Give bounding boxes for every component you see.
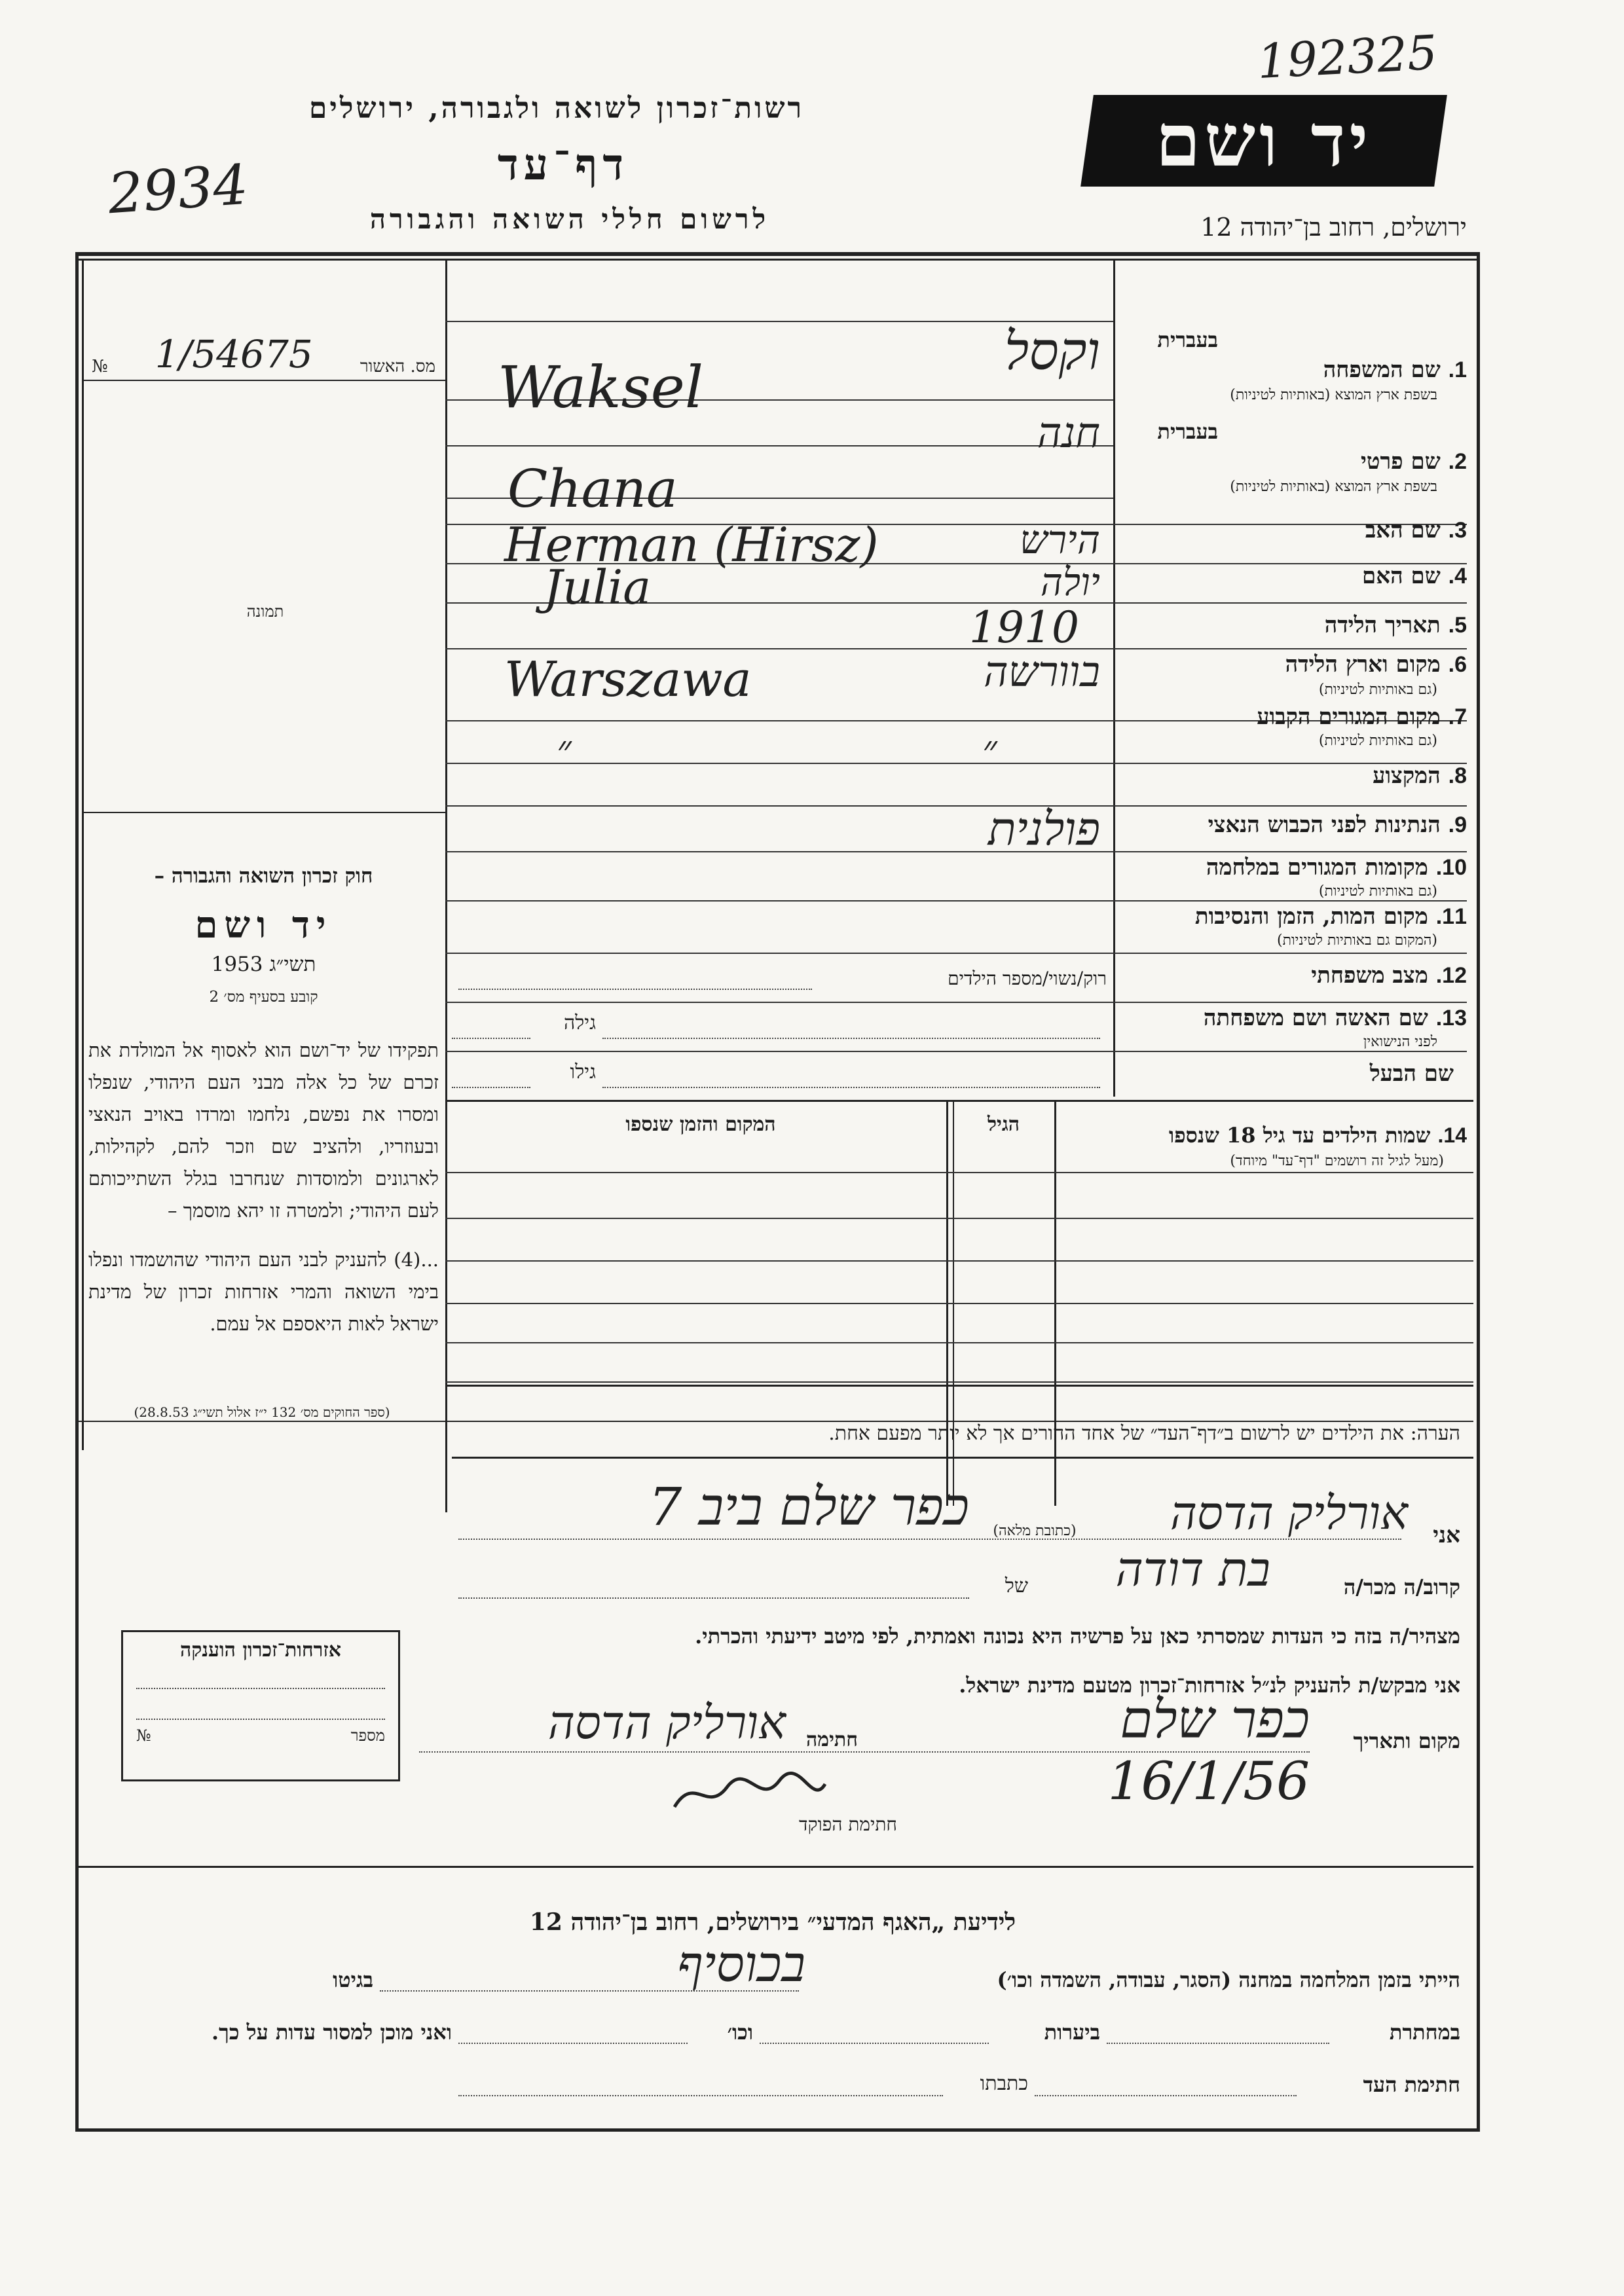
- forest-label: ביערות: [1044, 2020, 1100, 2045]
- field-6-hebrew-value: בוורשה: [984, 648, 1100, 697]
- field-1-latin-value: Waksel: [498, 354, 703, 421]
- field-13-age-label: גילה: [563, 1011, 596, 1034]
- field-3-hebrew-value: הירש: [1020, 517, 1100, 563]
- witness-sign-label: חתימת העד: [1363, 2072, 1460, 2097]
- declarant-request: אני מבקש/ת להעניק לנ״ל אזרחות־זכרון מטעם מדינת ישראל.: [959, 1673, 1460, 1698]
- field-6-latin-value: Warszawa: [504, 651, 752, 708]
- official-label: חתימת הפוקד: [799, 1813, 897, 1835]
- approval-block: [92, 331, 435, 376]
- relative-value: בת דודה: [1115, 1542, 1270, 1597]
- field-11-name: מקום המות, הזמן והנסיבות: [1194, 903, 1428, 930]
- hideout-label: במחתרת: [1389, 2020, 1460, 2045]
- archive-number: 192325: [1255, 24, 1439, 90]
- children-label: [1061, 1123, 1467, 1148]
- relative-label: קרוב/ה מכר/ה: [1343, 1575, 1460, 1599]
- children-num: 14.: [1437, 1123, 1467, 1147]
- children-title: שמות הילדים עד גיל 18 שנספו: [1169, 1123, 1431, 1148]
- field-2-num: 2.: [1448, 449, 1467, 474]
- field-2-latin-value: Chana: [507, 458, 678, 519]
- field-4-label: [1126, 563, 1467, 589]
- field-12-label: [1126, 962, 1467, 989]
- field-3-num: 3.: [1448, 518, 1467, 543]
- field-1-hebrew-value: וקסל: [1004, 321, 1100, 382]
- field-5-value: 1910: [969, 602, 1079, 653]
- authority-name: רשות־זכרון לשואה ולגבורה, ירושלים: [308, 92, 805, 125]
- field-10-sub: (גם באותיות לטיניות): [1318, 883, 1437, 900]
- field-3-label: [1126, 517, 1467, 543]
- photo-label: תמונה: [246, 602, 284, 621]
- field-1-label: [1126, 357, 1467, 383]
- place-date-label: מקום ותאריך: [1353, 1728, 1460, 1753]
- field-13-name: שם האשה ושם משפחתה: [1203, 1005, 1428, 1031]
- field-11-num: 11.: [1435, 904, 1467, 929]
- witness-address-label: כתבתו: [980, 2072, 1028, 2095]
- field-4-latin-value: Julia: [544, 560, 652, 615]
- field-10-name: מקומות המגורים במלחמה: [1206, 854, 1428, 881]
- field-2-heb-caption: בעברית: [1157, 419, 1218, 444]
- witness-heading: לידיעת „האגף המדעי״ בירושלים, רחוב בן־יהודה 12: [529, 1908, 1016, 1936]
- field-4-hebrew-value: יולה: [1040, 560, 1100, 604]
- logo-text: יד ושם: [1155, 98, 1373, 183]
- law-name: יד ושם: [194, 903, 333, 947]
- field-7-name: מקום המגורים הקבוע: [1257, 704, 1441, 730]
- ghetto-label: בגיטו: [333, 1967, 373, 1992]
- official-scribble: [668, 1768, 832, 1820]
- field-11-sub: (המקום גם באותיות לטיניות): [1277, 932, 1437, 949]
- field-9-num: 9.: [1448, 812, 1467, 837]
- official-signature-mark: [668, 1768, 832, 1820]
- approval-number: 1/54675: [155, 332, 313, 376]
- field-8-name: המקצוע: [1373, 763, 1441, 789]
- field-10-label: [1126, 854, 1467, 881]
- declarant-i-label: אני: [1433, 1522, 1460, 1548]
- header-address: ירושלים, רחוב בן־יהודה 12: [1200, 213, 1467, 242]
- field-3-name: שם האב: [1365, 517, 1441, 543]
- field-1-heb-caption: בעברית: [1157, 327, 1218, 352]
- field-5-label: [1126, 612, 1467, 638]
- field-6-num: 6.: [1448, 652, 1467, 677]
- field-13-label: [1126, 1005, 1467, 1031]
- field-1-name: שם המשפחה: [1323, 357, 1441, 383]
- field-7-num: 7.: [1448, 704, 1467, 729]
- field-13-sub: לפני הנישואין: [1363, 1034, 1437, 1050]
- law-clause-4: ...(4) להעניק לבני העם היהודי שהושמדו ונפלו בימי השואה והמרי אזרחות זכרון של מדינת ישראל לאות היאספם אל עמם.: [88, 1248, 439, 1335]
- field-6-label: [1126, 651, 1467, 678]
- field-7-label: [1126, 704, 1467, 730]
- field-11-label: [1126, 903, 1467, 930]
- note: הערה: את הילדים יש לרשום ב״דף־העד״ של אחד ההורים אך לא יותר מפעם אחת.: [828, 1422, 1460, 1445]
- form-subtitle: לרשום חללי השואה והגבורה: [369, 203, 770, 235]
- field-8-label: [1126, 763, 1467, 789]
- declarant-address: כפר שלם ביב 7: [648, 1476, 969, 1537]
- field-2-sub: בשפת ארץ המוצא (באותיות לטיניות): [1230, 479, 1437, 495]
- field-5-name: תאריך הלידה: [1324, 612, 1441, 638]
- field-1-num: 1.: [1448, 357, 1467, 382]
- children-sub: (מעל לגיל זה רושמים "דף־עד" מיוחד): [1230, 1153, 1444, 1169]
- field-8-num: 8.: [1448, 763, 1467, 788]
- form-title: דף־עד: [497, 139, 629, 190]
- declarant-name: אורליק הדסה: [1170, 1486, 1408, 1540]
- husband-age-label: גילו: [570, 1061, 596, 1084]
- law-year: תשי״ג 1953: [211, 953, 316, 976]
- file-number: 2934: [105, 152, 250, 227]
- husband-label: שם הבעל: [1369, 1061, 1454, 1087]
- children-age-header: הגיל: [987, 1113, 1020, 1136]
- citizenship-box: [121, 1630, 400, 1781]
- field-3-latin-value: Herman (Hirsz): [504, 517, 879, 572]
- field-12-hint: רוק/נשוי/מספר הילדים: [948, 968, 1107, 989]
- declarant-statement: מצהיר/ה בזה כי העדות שמסרתי כאן על פרשיה היא נכונה ואמתית, לפי מיטב ידיעתי והכרתי.: [695, 1624, 1460, 1649]
- ready-label: ואני מוכן למסור עדות על כך.: [211, 2020, 452, 2045]
- field-12-name: מצב משפחתי: [1311, 962, 1428, 989]
- field-7-sub: (גם באותיות לטיניות): [1318, 733, 1437, 749]
- yad-vashem-logo: [1080, 95, 1447, 187]
- relative-of-label: של: [1005, 1575, 1028, 1597]
- field-4-num: 4.: [1448, 564, 1467, 589]
- law-title: חוק זכרון השואה והגבורה –: [154, 864, 373, 888]
- law-clause: קובע בסעיף מס׳ 2: [209, 989, 318, 1006]
- field-2-label: [1126, 448, 1467, 475]
- approval-label: מס. האשור: [360, 357, 435, 376]
- law-body: תפקידו של יד־ושם הוא לאסוף אל המולדת את זכרם של כל אלה מבני העם היהודי, שנפלו ומסרו את נפשם, נלחמו ומרדו באויב הנאצי ובעוזריו, ולהציב שם וזכר להם, לקהילות, לארגונים ולמוסדות שנחרבו בגלל השתייכותם לעם היהודי; ולמטרה זו יהא מוסמך –: [88, 1039, 439, 1222]
- place-date-value: כפר שלם 16/1/56: [1107, 1689, 1310, 1812]
- field-12-num: 12.: [1435, 963, 1467, 988]
- field-1-sub: בשפת ארץ המוצא (באותיות לטיניות): [1230, 387, 1437, 403]
- citizenship-number-label: מספר: [350, 1726, 385, 1745]
- field-9-hebrew-value: פולנית: [987, 802, 1100, 856]
- field-2-hebrew-value: חנה: [1037, 409, 1100, 458]
- field-6-name: מקום וארץ הלידה: [1285, 651, 1441, 678]
- field-2-name: שם פרטי: [1361, 448, 1441, 475]
- field-4-name: שם האם: [1362, 563, 1441, 589]
- children-place-header: המקום והזמן שנספו: [625, 1113, 776, 1136]
- field-9-label: [1126, 812, 1467, 838]
- field-6-sub: (גם באותיות לטיניות): [1318, 682, 1437, 698]
- camp-value: בכוסיף: [677, 1935, 805, 1993]
- field-10-num: 10.: [1435, 855, 1467, 880]
- field-9-name: הנתינות לפני הכבוש הנאצי: [1208, 812, 1441, 838]
- citizenship-title: אזרחות־זכרון הוענקה: [179, 1639, 342, 1662]
- declarant-address-label: (כתובת מלאה): [993, 1523, 1077, 1539]
- field-7-latin-value: ״: [557, 727, 572, 773]
- etc-label: וכו׳: [727, 2020, 753, 2045]
- camp-line: הייתי בזמן המלחמה במחנה (הסגר, עבודה, השמדה וכו׳): [997, 1967, 1460, 1992]
- law-source: (ספר החוקים מס׳ 132 י״ז אלול תשי״ג 28.8.53): [134, 1404, 390, 1420]
- signature-value: אורליק הדסה: [547, 1696, 786, 1749]
- field-5-num: 5.: [1448, 613, 1467, 638]
- field-13-num: 13.: [1435, 1006, 1467, 1030]
- field-7-hebrew-value: ״: [982, 727, 997, 773]
- signature-label: חתימה: [806, 1728, 858, 1751]
- citizenship-no-symbol: №: [136, 1726, 151, 1745]
- approval-no-symbol: №: [92, 357, 108, 376]
